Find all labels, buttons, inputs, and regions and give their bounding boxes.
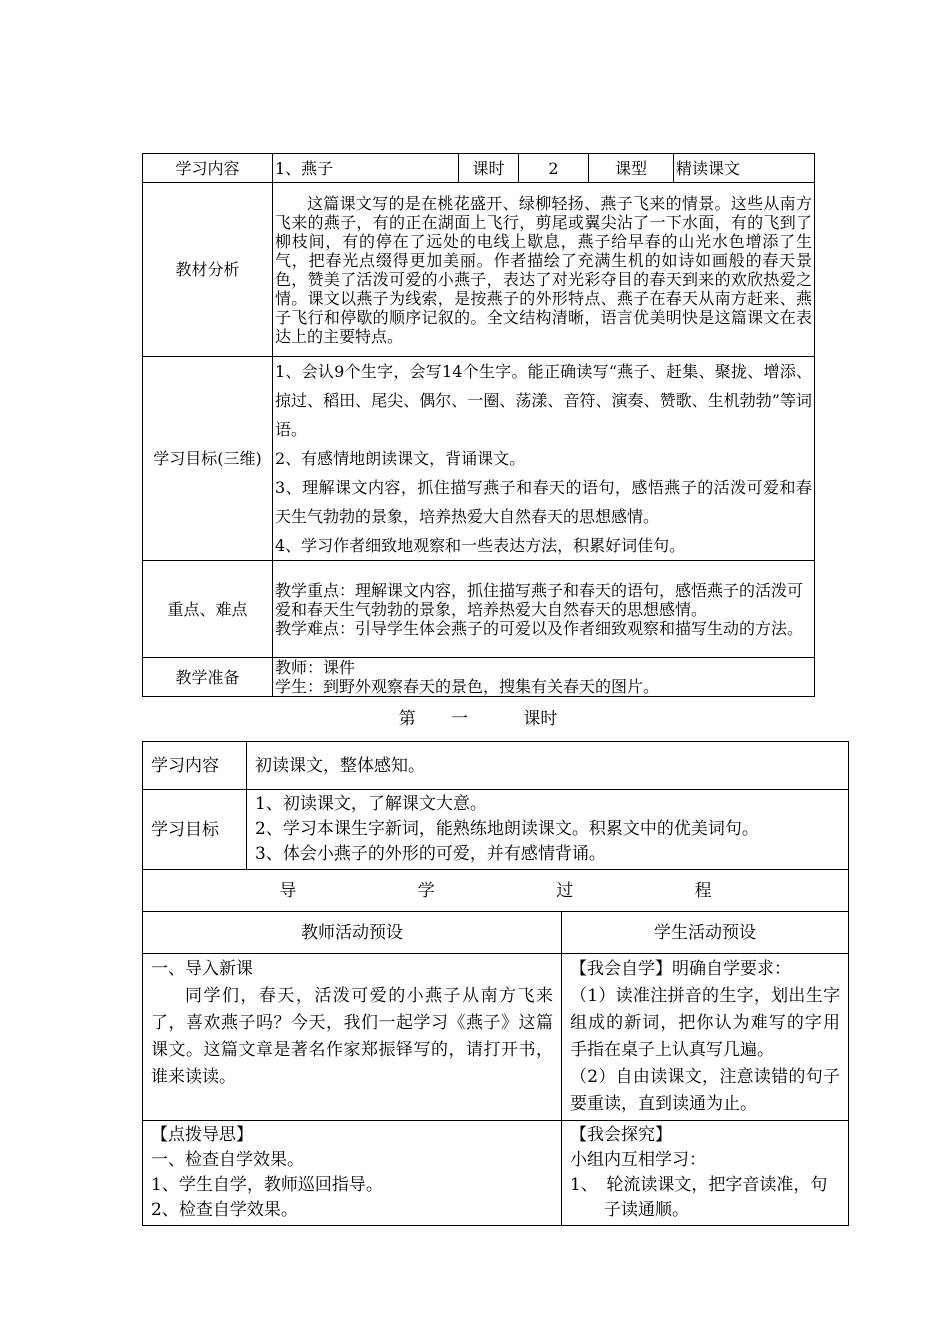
goals-label: 学习目标(三维) — [143, 357, 273, 561]
prep-teacher: 教师：课件 — [275, 658, 356, 677]
content-value: 1、燕子 — [273, 154, 459, 183]
teacher-1-text: 同学们，春天，活泼可爱的小燕子从南方飞来了，喜欢燕子吗？今天，我们一起学习《燕子》这篇课文。这篇文章是著名作家郑振铎写的，请打开书，谁来读读。 — [151, 986, 553, 1087]
key-point: 教学重点：理解课文内容，抓住描写燕子和春天的语句，感悟燕子的活泼可爱和春天生气勃勃的景象，培养热爱大自然春天的思想感情。 — [275, 580, 804, 619]
lesson-goal-item: 1、初读课文，了解课文大意。 — [255, 794, 487, 814]
lesson-content-value: 初读课文，整体感知。 — [247, 742, 849, 790]
analysis-text: 这篇课文写的是在桃花盛开、绿柳轻扬、燕子飞来的情景。这些从南方飞来的燕子，有的正在湖面上飞行，剪尾或翼尖沾了一下水面，有的飞到了柳枝间，有的停在了远处的电线上歇息，燕子给早春的山光水色增添了生气，把春光点缀得更加美丽。作者描绘了充满生机的如诗如画般的春天景色，赞美了活泼可爱的小燕子，表达了对光彩夺目的春天到来的欢欣热爱之情。课文以燕子为线索，是按燕子的外形特点、燕子在春天从南方赶来、燕子飞行和停歇的顺序记叙的。全文结构清晰，语言优美明快是这篇课文在表达上的主要特点。 — [273, 183, 815, 357]
student-activity-1 — [562, 954, 849, 1121]
type-label: 课型 — [589, 154, 674, 183]
teacher-2-title: 【点拨导思】 — [151, 1125, 253, 1145]
process-char: 程 — [694, 880, 712, 901]
goal-item: 1、会认9个生字，会写14个生字。能正确读写“燕子、赶集、聚拢、增添、掠过、稻田、尾尖、偶尔、一圈、荡漾、音符、演奏、赞歌、生机勃勃”等词语。 — [275, 362, 812, 439]
lesson-goals — [247, 790, 849, 870]
period-value: 2 — [519, 154, 589, 183]
key-cell — [273, 561, 815, 658]
goal-item: 2、有感情地朗读课文，背诵课文。 — [275, 449, 526, 468]
lesson-goal-item: 3、体会小燕子的外形的可爱，并有感情背诵。 — [255, 844, 606, 864]
teacher-2-item: 2、检查自学效果。 — [151, 1200, 298, 1220]
goal-item: 3、理解课文内容，抓住描写燕子和春天的语句，感悟燕子的活泼可爱和春天生气勃勃的景象，培养热爱大自然春天的思想感情。 — [275, 478, 812, 526]
teacher-1-title: 一、导入新课 — [151, 959, 253, 979]
teacher-2-item: 1、学生自学，教师巡回指导。 — [151, 1175, 383, 1195]
difficulty: 教学难点：引导学生体会燕子的可爱以及作者细致观察和描写生动的方法。 — [275, 618, 804, 638]
student-1-item: （1）读准注拼音的生字，划出生字组成的新词，把你认为难写的字用手指在桌子上认真写几遍。 — [570, 986, 840, 1060]
prep-student: 学生：到野外观察春天的景色，搜集有关春天的图片。 — [275, 677, 660, 696]
lesson-heading — [142, 704, 814, 729]
student-activity-2 — [562, 1121, 849, 1226]
goals-list — [273, 357, 815, 561]
student-header: 学生活动预设 — [562, 912, 849, 954]
teacher-activity-1 — [143, 954, 562, 1121]
teacher-activity-2 — [143, 1121, 562, 1226]
type-value: 精读课文 — [674, 154, 815, 183]
analysis-label: 教材分析 — [143, 183, 273, 357]
process-char: 学 — [417, 880, 435, 901]
heading-word: 课时 — [523, 709, 558, 729]
lesson-goal-item: 2、学习本课生字新词，能熟练地朗读课文。积累文中的优美词句。 — [255, 819, 759, 839]
goal-item: 4、学习作者细致地观察和一些表达方法，积累好词佳句。 — [275, 536, 686, 555]
student-2-item: 1、 轮流读课文，把字音读准，句子读通顺。 — [570, 1175, 828, 1220]
heading-word: 一 — [451, 709, 468, 729]
content-label: 学习内容 — [143, 154, 273, 183]
key-label: 重点、难点 — [143, 561, 273, 658]
lesson-content-label: 学习内容 — [143, 742, 247, 790]
prep-cell — [273, 658, 815, 697]
process-title — [143, 870, 849, 912]
overview-table — [142, 153, 815, 697]
period-label: 课时 — [459, 154, 519, 183]
heading-word: 第 — [398, 709, 416, 729]
process-char: 过 — [556, 880, 574, 901]
student-2-title: 【我会探究】 — [570, 1125, 672, 1145]
process-char: 导 — [279, 880, 297, 901]
teacher-header: 教师活动预设 — [143, 912, 562, 954]
student-1-item: （2）自由读课文，注意读错的句子要重读，直到读通为止。 — [570, 1067, 840, 1114]
prep-label: 教学准备 — [143, 658, 273, 697]
student-2-sub: 小组内互相学习： — [570, 1150, 706, 1170]
teacher-2-item: 一、检查自学效果。 — [151, 1150, 304, 1170]
lesson-table — [142, 741, 849, 1226]
lesson-goals-label: 学习目标 — [143, 790, 247, 870]
student-1-title: 【我会自学】明确自学要求： — [570, 959, 791, 979]
